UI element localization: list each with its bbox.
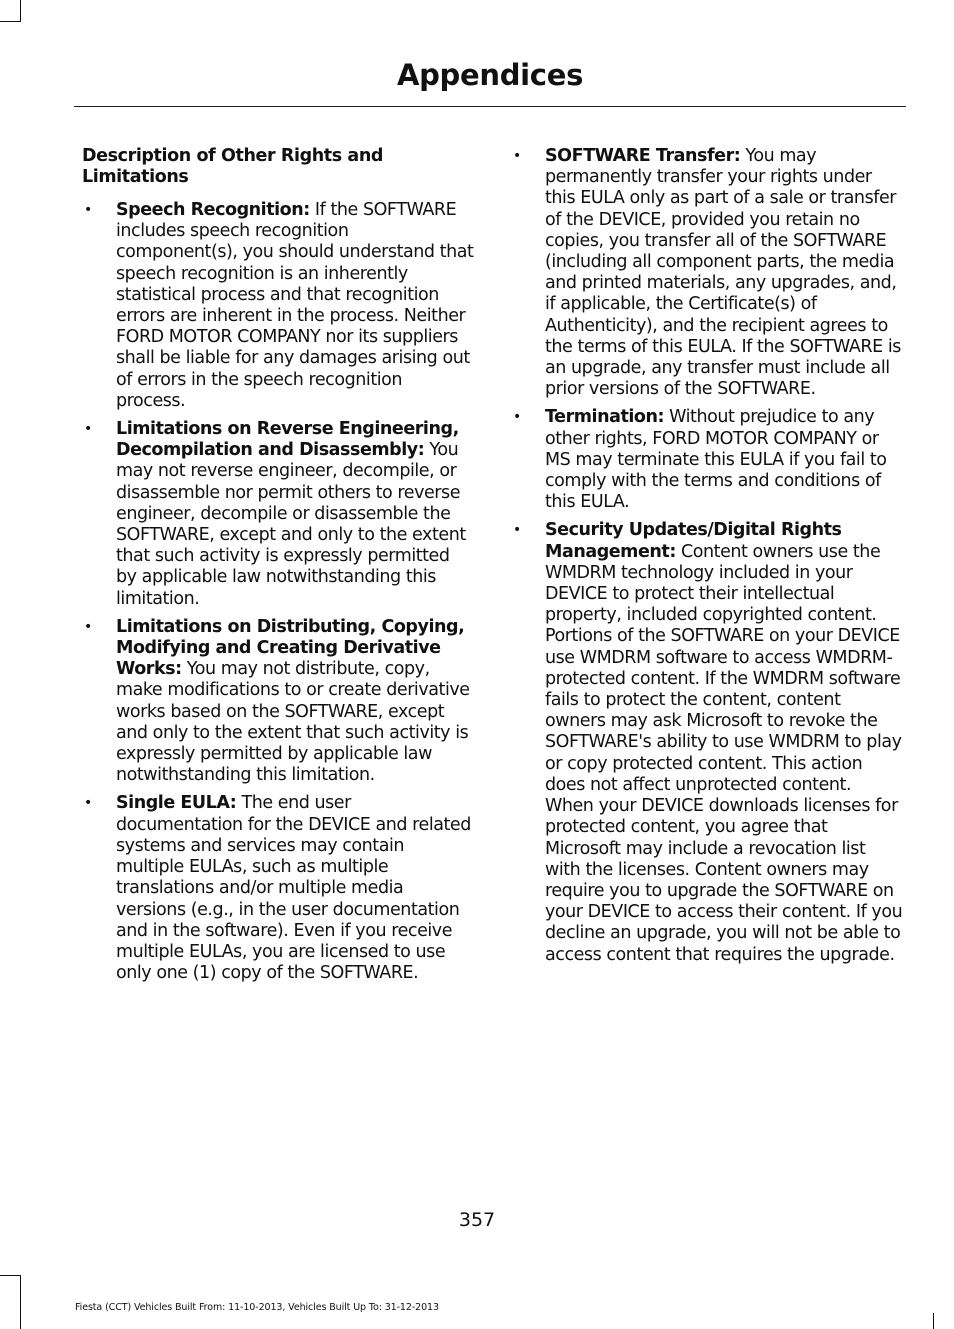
item-term: SOFTWARE Transfer: <box>545 146 741 166</box>
bullet-list <box>511 146 903 966</box>
right-column <box>511 146 903 973</box>
item-text: Without prejudice to any other rights, FORD MOTOR COMPANY or MS may terminate this EULA if you fail to comply with the terms and conditions of this EULA. <box>545 407 887 513</box>
bullet-icon: • <box>84 795 92 812</box>
item-text: You may not reverse engineer, decompile, or disassemble nor permit others to reverse engineer, decompile or disassemble the SOFTWARE, except and only to the extent that such activity is expressly permitted by applicable law notwithstanding this limitation. <box>116 440 466 609</box>
footer-text: Fiesta (CCT) Vehicles Built From: 11-10-2013, Vehicles Built Up To: 31-12-2013 <box>75 1302 439 1313</box>
list-item <box>82 793 474 984</box>
list-item <box>511 146 903 400</box>
item-text: If the SOFTWARE includes speech recognition component(s), you should understand that speech recognition is an inherently statistical process and that recognition errors are inherent in the process. Neither FORD MOTOR COMPANY nor its suppliers shall be liable for any damages arising out of errors in the speech recognition process. <box>116 200 474 411</box>
bullet-list <box>82 200 474 984</box>
item-term: Single EULA: <box>116 793 237 814</box>
crop-mark <box>0 1275 21 1276</box>
item-term: Termination: <box>545 407 665 428</box>
crop-mark <box>0 21 21 22</box>
list-item <box>82 200 474 412</box>
item-text: The end user documentation for the DEVICE and related systems and services may contain multiple EULAs, such as multiple translations and/or multiple media versions (e.g., in the user documentation and in the software). Even if you receive multiple EULAs, you are licensed to use only one (1) copy of the SOFTWARE. <box>116 793 471 984</box>
section-heading: Description of Other Rights and Limitations <box>82 146 384 187</box>
bullet-icon: • <box>84 618 92 635</box>
list-item <box>82 617 474 787</box>
bullet-icon: • <box>84 202 92 218</box>
page-number: 357 <box>458 1209 496 1231</box>
bullet-icon: • <box>513 148 521 164</box>
left-column <box>82 146 474 991</box>
list-item <box>511 520 903 965</box>
crop-mark <box>20 1275 21 1329</box>
item-text: You may permanently transfer your rights under this EULA only as part of a sale or transfer of the DEVICE, provided you retain no copies, you transfer all of the SOFTWARE (including all component parts, the media and printed materials, any upgrades, and, if applicable, the Certificate(s) of Authenticity), and the recipient agrees to the terms of this EULA. If the SOFTWARE is an upgrade, any transfer must include all prior versions of the SOFTWARE. <box>545 146 901 400</box>
item-term: Limitations on Reverse Engineering, Decompilation and Disassembly: <box>116 419 459 461</box>
item-text: You may not distribute, copy, make modifications to or create derivative works based on the SOFTWARE, except and only to the extent that such activity is expressly permitted by applicable law notwithstanding this limitation. <box>116 659 470 786</box>
item-term: Speech Recognition: <box>116 200 310 220</box>
bullet-icon: • <box>513 522 521 539</box>
bullet-icon: • <box>513 409 521 426</box>
list-item <box>82 419 474 610</box>
list-item <box>511 407 903 513</box>
bullet-icon: • <box>84 421 92 438</box>
header-divider <box>74 106 906 107</box>
crop-mark <box>933 1313 934 1329</box>
item-term: Security Updates/Digital Rights Management: <box>545 520 842 562</box>
crop-mark <box>20 0 21 22</box>
page-title: Appendices <box>396 58 584 92</box>
item-term: Limitations on Distributing, Copying, Modifying and Creating Derivative Works: <box>116 616 465 680</box>
item-text: Content owners use the WMDRM technology included in your DEVICE to protect their intellectual property, included copyrighted content. Portions of the SOFTWARE on your DEVICE use WMDRM software to access WMDRM-protected content. If the WMDRM software fails to protect the content, content owners may ask Microsoft to revoke the SOFTWARE's ability to use WMDRM to play or copy protected content. This action does not affect unprotected content. When your DEVICE downloads licenses for protected content, you agree that Microsoft may include a revocation list with the licenses. Content owners may require you to upgrade the SOFTWARE on your DEVICE to access their content. If you decline an upgrade, you will not be able to access content that requires the upgrade. <box>545 541 903 965</box>
